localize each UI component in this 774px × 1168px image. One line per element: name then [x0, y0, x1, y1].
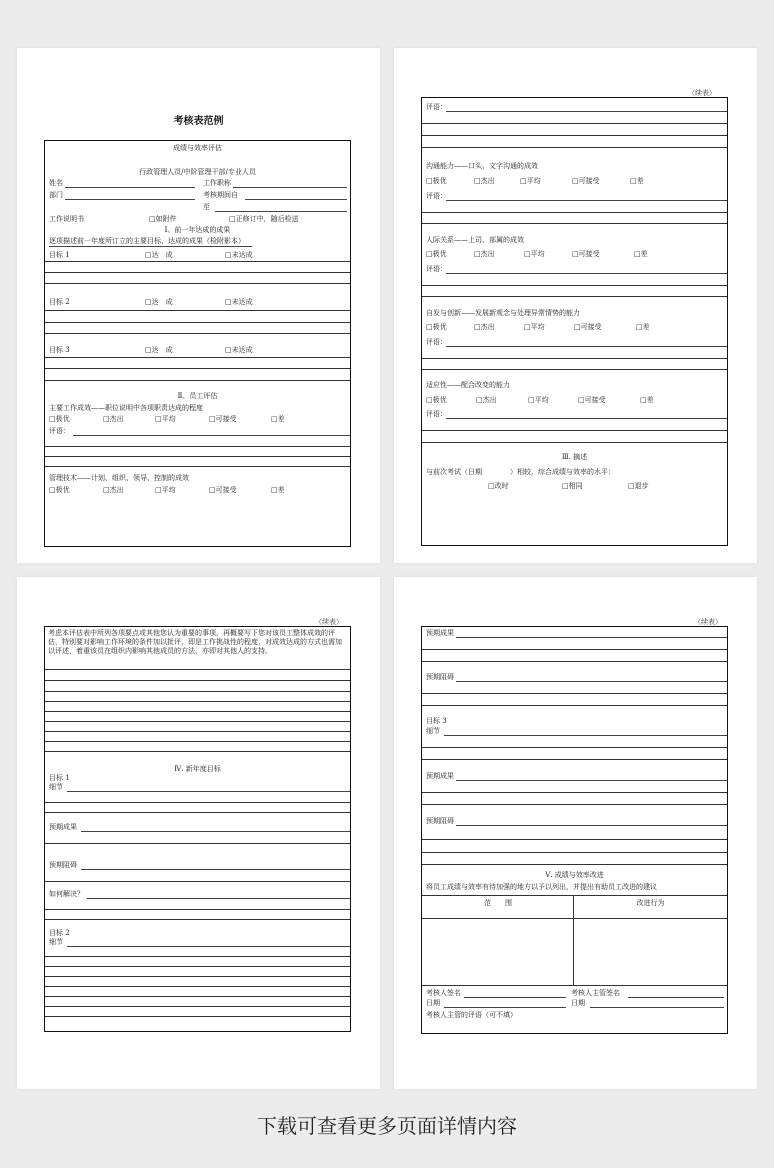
table-column-divider	[573, 895, 574, 985]
dept-label: 部门	[49, 191, 63, 199]
init-line	[422, 358, 727, 359]
goal-2-expected-field[interactable]	[456, 637, 727, 638]
table-top-line	[422, 895, 727, 896]
goal-1-detail-line	[45, 802, 350, 803]
perf-comment-line	[45, 456, 350, 457]
performance-title: 主要工作成效——职位说明中各项职责达成的程度	[49, 404, 203, 412]
perf-comment-field[interactable]	[73, 435, 350, 436]
period-label: 考核期间自	[203, 191, 238, 199]
comment-line	[422, 147, 727, 148]
goal-2-line	[45, 996, 350, 997]
goal-1-achieved[interactable]: □达 成	[145, 251, 173, 259]
rel-rating-outstanding[interactable]: □杰出	[474, 250, 495, 258]
compare-text: 与前次考试（日期 ）相较，综合成绩与效率的水平：	[426, 468, 615, 476]
perf-rating-acceptable[interactable]: □可接受	[209, 415, 237, 423]
period-to-label: 至	[203, 203, 210, 211]
comment-line	[422, 135, 727, 136]
communication-title: 沟通能力——口头、文字沟通的成效	[426, 162, 538, 170]
continued-label: （续表）	[694, 618, 722, 626]
form-page-2	[394, 48, 757, 563]
new-goal-2-label: 目标 2	[49, 929, 70, 937]
summary-line	[45, 731, 350, 732]
manager-comment-label: 考核人主管的评语（可不填）	[426, 1011, 517, 1019]
rel-comment-field[interactable]	[446, 273, 727, 274]
manager-date-label: 日期	[571, 999, 585, 1007]
summary-paragraph: 考虑本评估表中所列各项要点或其他您认为重要的事项，再概要写下您对该员工整体成效的评估，特别要对影响工作环境的条件加以批评，即是工作挑战性的程度，对成效达成的方式也需加以评述，着重该员在组织内影响其他成员的方法，亦即对其他人的支持。	[48, 629, 342, 655]
comment-field[interactable]	[446, 111, 727, 112]
form-subheading: 行政管理人员/中阶管理干部/专业人员	[139, 168, 256, 176]
goal-1-obstacle-field[interactable]	[81, 869, 350, 870]
goal-2-line	[45, 333, 350, 334]
goal-1-line	[45, 272, 350, 273]
goal-1-label: 目标 1	[49, 251, 70, 259]
adapt-comment-label: 评语：	[426, 410, 447, 418]
adapt-comment-field[interactable]	[446, 418, 727, 419]
init-rating-poor[interactable]: □差	[636, 323, 650, 331]
period-from-field[interactable]	[245, 199, 347, 200]
initiative-title: 自发与创新——发展新观念与处理异常情势的能力	[426, 309, 580, 317]
goal-2-line	[45, 966, 350, 967]
comm-rating-poor[interactable]: □差	[630, 177, 644, 185]
form-frame	[421, 626, 728, 1034]
mgmt-rating-average[interactable]: □平均	[155, 486, 176, 494]
goal-2-line	[45, 1006, 350, 1007]
goal-1-expected-line	[45, 843, 350, 844]
summary-divider	[45, 669, 350, 670]
document-title: 考核表范例	[173, 116, 224, 127]
rel-comment-label: 评语：	[426, 265, 447, 273]
form-heading: 成绩与效率评估	[173, 144, 222, 152]
expected-line	[422, 804, 727, 805]
summary-line	[45, 680, 350, 681]
perf-comment-label: 评语：	[49, 427, 70, 435]
perf-comment-line	[45, 466, 350, 467]
table-bottom-line	[422, 985, 727, 986]
goal-2-line	[45, 1016, 350, 1017]
attached-checkbox[interactable]: □如附件	[149, 215, 177, 223]
form-frame	[44, 140, 351, 547]
comm-rating-outstanding[interactable]: □杰出	[474, 177, 495, 185]
adapt-line	[422, 442, 727, 443]
adapt-rating-poor[interactable]: □差	[640, 396, 654, 404]
expected-line	[422, 792, 727, 793]
mgmt-title: 管理技术——计划、组织、领导、控制的成效	[49, 474, 189, 482]
expected-line	[422, 649, 727, 650]
compare-improved[interactable]: □改时	[488, 482, 509, 490]
goal-2-label: 目标 2	[49, 298, 70, 306]
expected-line	[422, 661, 727, 662]
compare-worse[interactable]: □退步	[628, 482, 649, 490]
goal-2-obstacle-field[interactable]	[456, 681, 727, 682]
perf-rating-poor[interactable]: □差	[271, 415, 285, 423]
goal-2-detail-label: 细节	[49, 938, 63, 946]
job-title-field[interactable]	[233, 187, 347, 188]
section-5-desc: 将员工成绩与效率有待加强的地方以予以列出，并提出有助员工改进的建议	[426, 883, 657, 891]
job-title-label: 工作职称	[203, 179, 231, 187]
goal-3-label: 目标 3	[426, 717, 447, 725]
adapt-line	[422, 430, 727, 431]
goal-1-line	[45, 261, 350, 262]
goal-1-obstacle-line	[45, 881, 350, 882]
goal-2-not-achieved[interactable]: □未达成	[225, 298, 253, 306]
goal-3-line	[45, 357, 350, 358]
goal-2-line	[45, 956, 350, 957]
goal-3-line	[45, 380, 350, 381]
form-page-4	[394, 577, 757, 1089]
comm-rating-acceptable[interactable]: □可接受	[572, 177, 600, 185]
detail-line	[422, 747, 727, 748]
section-3-title: Ⅲ. 摘述	[561, 453, 588, 461]
goal-2-line	[45, 310, 350, 311]
manager-sign-field[interactable]	[628, 997, 724, 998]
perf-rating-outstanding[interactable]: □杰出	[103, 415, 124, 423]
goal-2-expected-label: 预期成果	[426, 629, 454, 637]
init-rating-acceptable[interactable]: □可接受	[574, 323, 602, 331]
desc-underline	[49, 246, 252, 247]
goal-3-obstacle-field[interactable]	[456, 825, 727, 826]
init-rating-average[interactable]: □平均	[524, 323, 545, 331]
reviewer-date-label: 日期	[426, 999, 440, 1007]
form-page-1	[17, 48, 380, 563]
goal-2-detail-field[interactable]	[67, 946, 350, 947]
section-2-title: Ⅱ、员工评估	[177, 392, 218, 400]
comm-rating-excellent[interactable]: □极优	[426, 177, 447, 185]
manager-sign-label: 考核人主管签名	[571, 989, 620, 997]
goal-1-expected-field[interactable]	[81, 831, 350, 832]
adapt-rating-average[interactable]: □平均	[528, 396, 549, 404]
name-field[interactable]	[65, 187, 195, 188]
goal-1-expected-label: 预期成果	[49, 823, 77, 831]
section-1-desc: 逐项描述前一年度所订立的主要目标、达成的成果（检附影本）	[49, 237, 245, 245]
comm-rating-average[interactable]: □平均	[520, 177, 541, 185]
adapt-rating-acceptable[interactable]: □可接受	[578, 396, 606, 404]
perf-rating-excellent[interactable]: □极优	[49, 415, 70, 423]
rel-line	[422, 285, 727, 286]
goal-2-line	[45, 322, 350, 323]
reviewer-date-field[interactable]	[444, 1007, 566, 1008]
adapt-rating-outstanding[interactable]: □杰出	[476, 396, 497, 404]
goal-1-not-achieved[interactable]: □未达成	[225, 251, 253, 259]
manager-date-field[interactable]	[590, 1007, 724, 1008]
adapt-rating-excellent[interactable]: □极优	[426, 396, 447, 404]
perf-rating-average[interactable]: □平均	[155, 415, 176, 423]
goal-3-expected-field[interactable]	[456, 780, 727, 781]
obstacle-line	[422, 705, 727, 706]
rel-rating-excellent[interactable]: □极优	[426, 250, 447, 258]
summary-line	[45, 751, 350, 752]
job-desc-label: 工作说明书	[49, 215, 84, 223]
goal-3-detail-field[interactable]	[444, 735, 727, 736]
new-goal-1-label: 目标 1	[49, 774, 70, 782]
rel-rating-average[interactable]: □平均	[524, 250, 545, 258]
continued-label: （续表）	[315, 618, 343, 626]
comm-line	[422, 212, 727, 213]
rel-line	[422, 296, 727, 297]
init-rating-outstanding[interactable]: □杰出	[474, 323, 495, 331]
comm-comment-field[interactable]	[446, 200, 727, 201]
init-line	[422, 369, 727, 370]
obstacle-line	[422, 693, 727, 694]
form-frame	[44, 626, 351, 1032]
goal-3-line	[45, 368, 350, 369]
revising-checkbox[interactable]: □正修订中，随后检送	[229, 215, 299, 223]
comm-comment-label: 评语：	[426, 192, 447, 200]
goal-1-howto-label: 如何解决？	[49, 890, 84, 898]
name-label: 姓名	[49, 179, 63, 187]
summary-line	[45, 711, 350, 712]
compare-same[interactable]: □相同	[562, 482, 583, 490]
comm-line	[422, 223, 727, 224]
comment-label: 评语：	[426, 103, 447, 111]
mgmt-rating-acceptable[interactable]: □可接受	[209, 486, 237, 494]
goal-2-line	[45, 976, 350, 977]
section-1-title: Ⅰ、前一年达成的成果	[164, 226, 231, 234]
continued-label: （续表）	[688, 89, 716, 97]
goal-1-howto-field[interactable]	[87, 898, 350, 899]
mgmt-rating-outstanding[interactable]: □杰出	[103, 486, 124, 494]
period-to-field[interactable]	[215, 211, 347, 212]
adaptability-title: 适应性——配合改变的能力	[426, 381, 510, 389]
rel-rating-acceptable[interactable]: □可接受	[572, 250, 600, 258]
action-column-header: 改进行为	[636, 899, 665, 907]
goal-3-obstacle-label: 预期阻碍	[426, 817, 454, 825]
summary-line	[45, 701, 350, 702]
obstacle-line	[422, 839, 727, 840]
goal-3-achieved[interactable]: □达 成	[145, 346, 173, 354]
summary-line	[45, 721, 350, 722]
detail-line	[422, 759, 727, 760]
reviewer-sign-field[interactable]	[464, 997, 566, 998]
summary-line	[45, 691, 350, 692]
goal-3-expected-label: 预期成果	[426, 772, 454, 780]
mgmt-rating-poor[interactable]: □差	[271, 486, 285, 494]
section-5-title: Ⅴ. 成绩与效率改进	[545, 871, 604, 879]
goal-2-line	[45, 986, 350, 987]
scope-column-header: 范 围	[484, 899, 512, 907]
comment-line	[422, 123, 727, 124]
goal-1-detail-label: 细节	[49, 783, 63, 791]
perf-comment-line	[45, 446, 350, 447]
form-page-3	[17, 577, 380, 1089]
goal-1-detail-line	[45, 812, 350, 813]
init-rating-excellent[interactable]: □极优	[426, 323, 447, 331]
init-comment-label: 评语：	[426, 338, 447, 346]
reviewer-sign-label: 考核人签名	[426, 989, 461, 997]
goal-1-line	[45, 283, 350, 284]
goal-1-detail-field[interactable]	[67, 791, 350, 792]
goal-1-obstacle-label: 预期阻碍	[49, 861, 77, 869]
table-header-line	[422, 918, 727, 919]
relations-title: 人际关系——上司、部属的成效	[426, 236, 524, 244]
rel-rating-poor[interactable]: □差	[634, 250, 648, 258]
goal-3-label: 目标 3	[49, 346, 70, 354]
goal-2-obstacle-label: 预期阻碍	[426, 673, 454, 681]
goal-1-howto-line	[45, 919, 350, 920]
dept-field[interactable]	[65, 199, 195, 200]
goal-1-howto-line	[45, 909, 350, 910]
summary-line	[45, 741, 350, 742]
init-comment-field[interactable]	[446, 346, 727, 347]
mgmt-rating-excellent[interactable]: □极优	[49, 486, 70, 494]
download-more-caption: 下载可查看更多页面详情内容	[257, 1114, 517, 1138]
goal-2-achieved[interactable]: □达 成	[145, 298, 173, 306]
goal-3-detail-label: 细节	[426, 727, 440, 735]
obstacle-line	[422, 864, 727, 865]
obstacle-line	[422, 852, 727, 853]
goal-3-not-achieved[interactable]: □未达成	[225, 346, 253, 354]
section-4-title: Ⅳ. 新年度目标	[174, 765, 221, 773]
